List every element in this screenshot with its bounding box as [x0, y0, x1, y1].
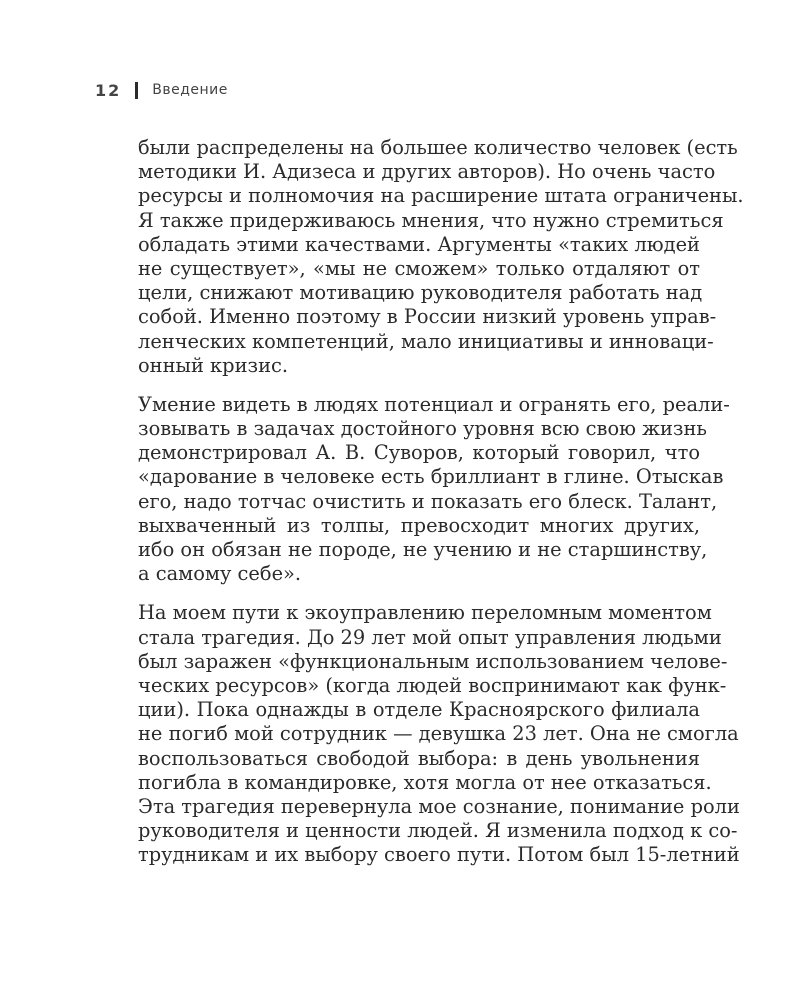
text-line: стала трагедия. До 29 лет мой опыт управления людьми	[138, 625, 722, 649]
text-line: Умение видеть в людях потенциал и огранять его, реали-	[138, 392, 730, 416]
text-line: руководителя и ценности людей. Я изменила подход к со-	[138, 819, 738, 843]
page-number: 12	[95, 80, 122, 100]
text-line: погибла в командировке, хотя могла от нее отказаться.	[138, 770, 712, 794]
text-line: воспользоваться свободой выбора: в день увольнения	[138, 746, 700, 770]
text-line: а самому себе».	[138, 562, 302, 586]
text-line: не существует», «мы не сможем» только отдаляют от	[138, 256, 700, 280]
text-line: ции). Пока однажды в отделе Красноярского филиала	[138, 698, 700, 722]
section-title: Введение	[152, 82, 228, 98]
header-divider	[135, 82, 138, 99]
text-line: онный кризис.	[138, 353, 289, 377]
paragraph-2	[138, 392, 730, 587]
text-line: трудникам и их выбору своего пути. Потом был 15-летний	[138, 843, 740, 867]
text-line: были распределены на большее количество человек (есть	[138, 136, 738, 159]
running-header	[95, 78, 228, 102]
text-line: На моем пути к экоуправлению переломным моментом	[138, 601, 712, 625]
text-line: обладать этими качествами. Аргументы «таких людей	[138, 232, 700, 256]
text-line: зовывать в задачах достойного уровня всю свою жизнь	[138, 417, 707, 441]
paragraph-1	[138, 136, 744, 378]
text-line: цели, снижают мотивацию руководителя работать над	[138, 281, 703, 305]
text-line: ресурсы и полномочия на расширение штата ограничены.	[138, 184, 744, 208]
text-line: выхваченный из толпы, превосходит многих других,	[138, 513, 700, 537]
text-line: его, надо тотчас очистить и показать его блеск. Талант,	[138, 489, 718, 513]
paragraph-3	[138, 601, 740, 867]
text-line: демонстрировал А. В. Суворов, который говорил, что	[138, 441, 700, 465]
text-line: ибо он обязан не породе, не учению и не старшинству,	[138, 538, 708, 561]
text-line: ческих ресурсов» (когда людей воспринимают как функ-	[138, 673, 727, 697]
text-line: Эта трагедия перевернула мое сознание, понимание роли	[138, 794, 740, 818]
text-line: методики И. Адизеса и других авторов). Но очень часто	[138, 160, 716, 184]
text-line: был заражен «функциональным использованием челове-	[138, 649, 728, 673]
text-line: ленческих компетенций, мало инициативы и инноваци-	[138, 329, 714, 353]
text-line: «дарование в человеке есть бриллиант в глине. Отыскав	[138, 465, 724, 489]
body-text	[138, 136, 744, 867]
text-line: Я также придерживаюсь мнения, что нужно стремиться	[138, 208, 724, 232]
text-line: собой. Именно поэтому в России низкий уровень управ-	[138, 305, 717, 329]
text-line: не погиб мой сотрудник — девушка 23 лет. Она не смогла	[138, 722, 739, 746]
